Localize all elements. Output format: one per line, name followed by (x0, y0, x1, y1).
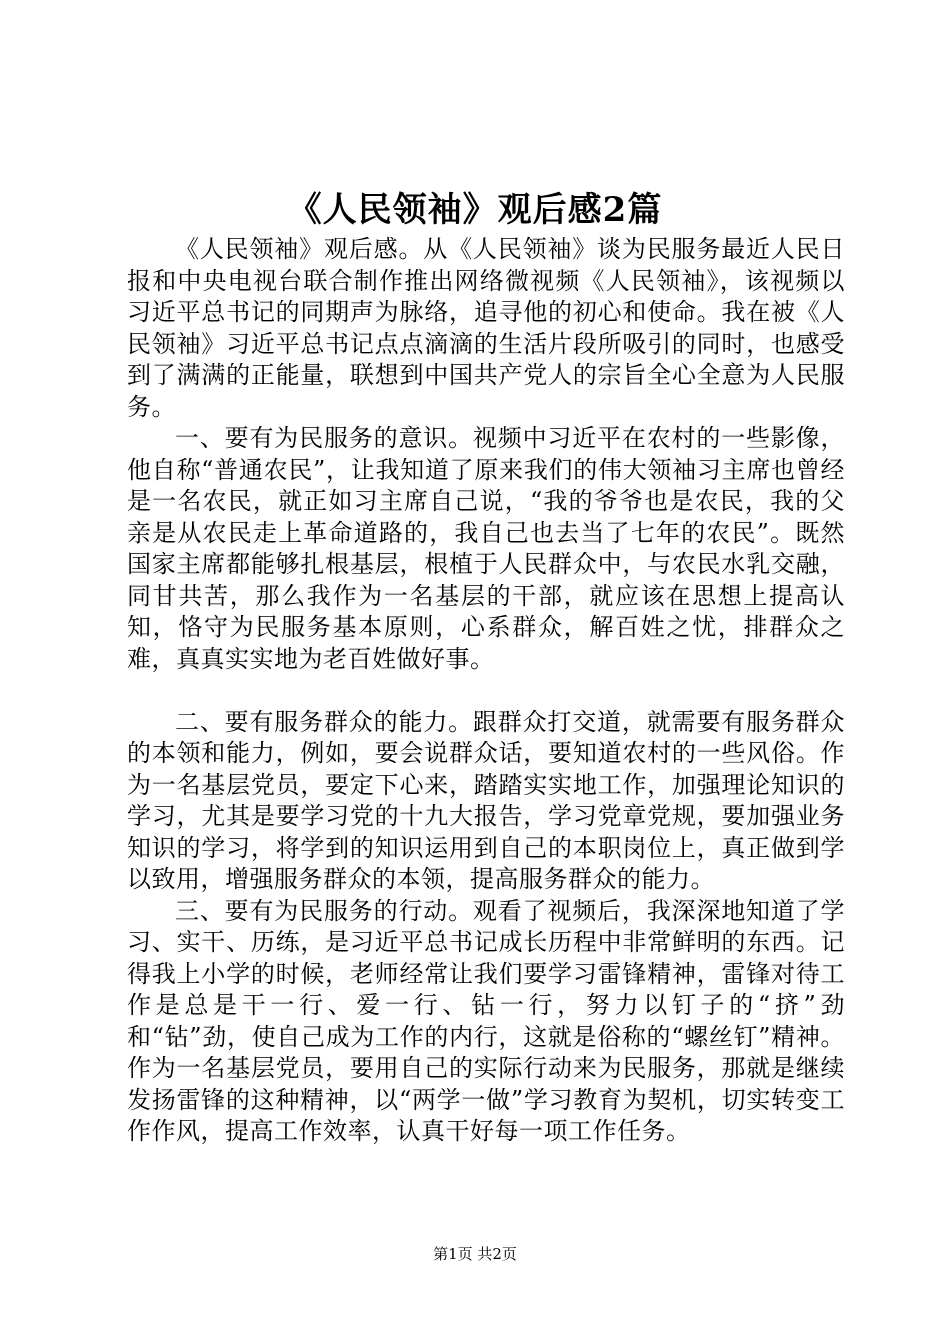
paragraph-intro: 《人民领袖》观后感。从《人民领袖》谈为民服务最近人民日报和中央电视台联合制作推出网络微视频《人民领袖》，该视频以习近平总书记的同期声为脉络，追寻他的初心和使命。我在被《人民领袖》习近平总书记点点滴滴的生活片段所吸引的同时，也感受到了满满的正能量，联想到中国共产党人的宗旨全心全意为人民服务。 (127, 235, 845, 421)
document-body (127, 234, 845, 1148)
document-title: 《人民领袖》观后感2篇 (287, 190, 663, 230)
paragraph-point-two: 二、要有服务群众的能力。跟群众打交道，就需要有服务群众的本领和能力，例如，要会说群众话，要知道农村的一些风俗。作为一名基层党员，要定下心来，踏踏实实地工作，加强理论知识的学习，尤其是要学习党的十九大报告，学习党章党规，要加强业务知识的学习，将学到的知识运用到自己的本职岗位上，真正做到学以致用，增强服务群众的本领，提高服务群众的能力。 (127, 707, 845, 893)
paragraph-point-three: 三、要有为民服务的行动。观看了视频后，我深深地知道了学习、实干、历练，是习近平总书记成长历程中非常鲜明的东西。记得我上小学的时候，老师经常让我们要学习雷锋精神，雷锋对待工作是总是干一行、爱一行、钻一行，努力以钉子的“挤”劲和“钻”劲，使自己成为工作的内行，这就是俗称的“螺丝钉”精神。作为一名基层党员，要用自己的实际行动来为民服务，那就是继续发扬雷锋的这种精神，以“两学一做”学习教育为契机，切实转变工作作风，提高工作效率，认真干好每一项工作任务。 (127, 896, 845, 1145)
paragraph-point-one: 一、要有为民服务的意识。视频中习近平在农村的一些影像，他自称“普通农民”，让我知道了原来我们的伟大领袖习主席也曾经是一名农民，就正如习主席自己说，“我的爷爷也是农民，我的父亲是从农民走上革命道路的，我自己也去当了七年的农民”。既然国家主席都能够扎根基层，根植于人民群众中，与农民水乳交融，同甘共苦，那么我作为一名基层的干部，就应该在思想上提高认知，恪守为民服务基本原则，心系群众，解百姓之忧，排群众之难，真真实实地为老百姓做好事。 (127, 424, 845, 673)
page-footer: 第1页 共2页 (433, 1245, 517, 1263)
